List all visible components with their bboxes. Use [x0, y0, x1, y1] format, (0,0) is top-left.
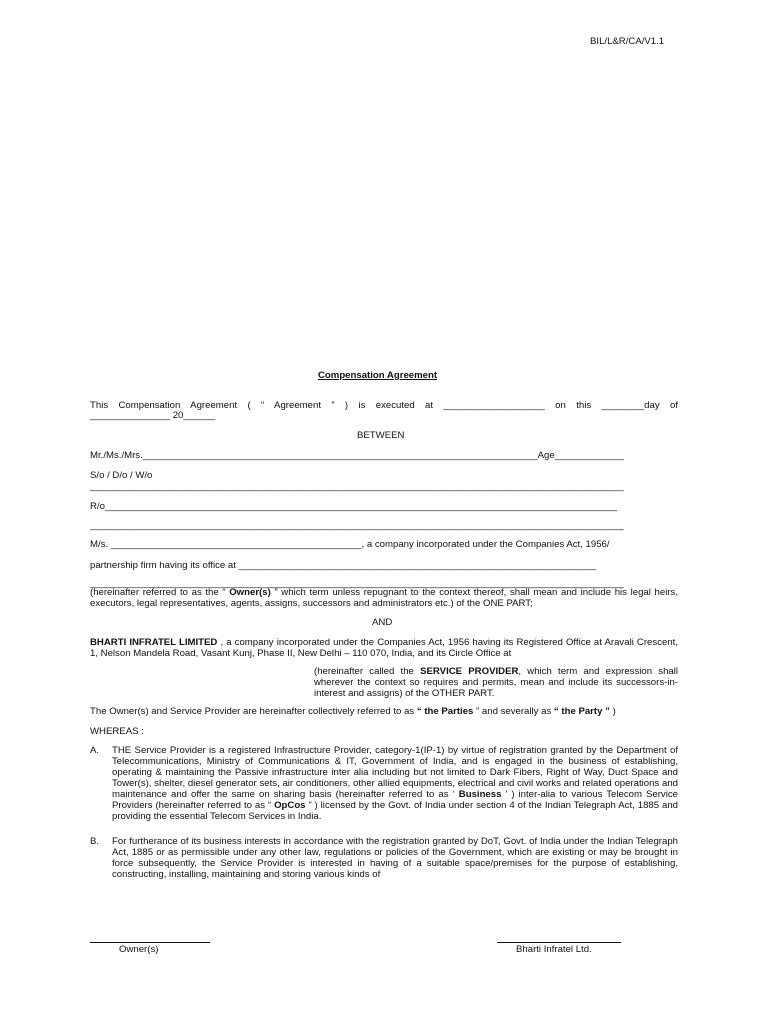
owner-clause: (hereinafter referred to as the “ Owner(s) ” which term unless repugnant to the context thereof, shall mean and include his legal heirs, executors, legal representatives, agents, assigns, successors and administrators etc.) of the ONE PART; [90, 587, 678, 609]
document-code: BIL/L&R/CA/V1.1 [590, 36, 665, 47]
partnership-office-field: partnership firm having its office at ___________________________________________________________________ [90, 560, 597, 571]
company-name-field: M/s. _______________________________________________, a company incorporated under the Companies Act, 1956/ [90, 539, 610, 550]
relation-field-rule: ____________________________________________________________________________________________________ [90, 481, 624, 492]
intro-line-2: _______________ 20______ [90, 410, 216, 421]
company-name: BHARTI INFRATEL LIMITED [90, 637, 218, 648]
owner-signature-line [90, 942, 210, 943]
name-age-field: Mr./Ms./Mrs.__________________________________________________________________________Age_____________ [90, 450, 625, 461]
owner-term: Owner(s) [229, 587, 271, 598]
clause-a-label: A. [90, 745, 100, 756]
document-title: Compensation Agreement [318, 370, 438, 381]
and-heading: AND [372, 617, 393, 628]
office-blank-rule: ____________________________________________________________________________________________________ [90, 578, 624, 589]
clause-a-text: THE Service Provider is a registered Infrastructure Provider, category-1(IP-1) by virtue of registration granted by the Department of Telecommunications, Ministry of Communications & IT, Government of India, and is engaged in the business of establishing, operating & maintaining the Passive infrastructure inter alia including but not limited to Dark Fibers, Right of Way, Duct Space and Tower(s), shelter, diesel generator sets, air conditioners, other allied equipments, electrical and civil works and related operations and maintenance and offer the same on sharing basis (hereinafter referred to as ‘ Business ’ ) inter-alia to various Telecom Service Providers (hereinafter referred to as “ OpCos ” ) licensed by the Govt. of India under section 4 of the Indian Telegraph Act, 1885 and providing the essential Telecom Services in India. [112, 745, 679, 822]
whereas-heading: WHEREAS : [90, 726, 144, 737]
company-signature-line [497, 942, 621, 943]
service-provider-clause: (hereinafter called the SERVICE PROVIDER, which term and expression shall wherever the context so requires and permits, mean and include its successors-in-interest and assigns) of the OTHER PART. [314, 666, 678, 699]
intro-line-1: This Compensation Agreement ( “ Agreement ” ) is executed at ___________________ on this ________day of [90, 400, 678, 411]
clause-b-text: For furtherance of its business interests in accordance with the registration granted by DoT, Govt. of India under the Indian Telegraph Act, 1885 or as permissible under any other law, regulations or policies of the Government, which are existing or may be brought in force subsequently, the Service Provider is interested in having of a suitable space/premises for the purpose of establishing, constructing, installing, maintaining and storing various kinds of [112, 836, 678, 880]
owner-signature-label: Owner(s) [119, 944, 159, 955]
clause-b-label: B. [90, 836, 100, 847]
relation-label: S/o / D/o / W/o [90, 470, 153, 481]
company-clause: BHARTI INFRATEL LIMITED , a company incorporated under the Companies Act, 1956 having its Registered Office at Aravali Crescent, 1, Nelson Mandela Road, Vasant Kunj, Phase II, New Delhi – 110 070, India, and its Circle Office at [90, 637, 678, 659]
residence-field-rule: ____________________________________________________________________________________________________ [90, 520, 624, 531]
between-heading: BETWEEN [357, 430, 405, 441]
service-provider-term: SERVICE PROVIDER [420, 666, 519, 677]
residence-field: R/o________________________________________________________________________________________________ [90, 501, 618, 512]
parties-clause: The Owner(s) and Service Provider are hereinafter collectively referred to as “ the Parties ” and severally as “ the Party ” ) [90, 706, 616, 717]
company-signature-label: Bharti Infratel Ltd. [516, 944, 592, 955]
